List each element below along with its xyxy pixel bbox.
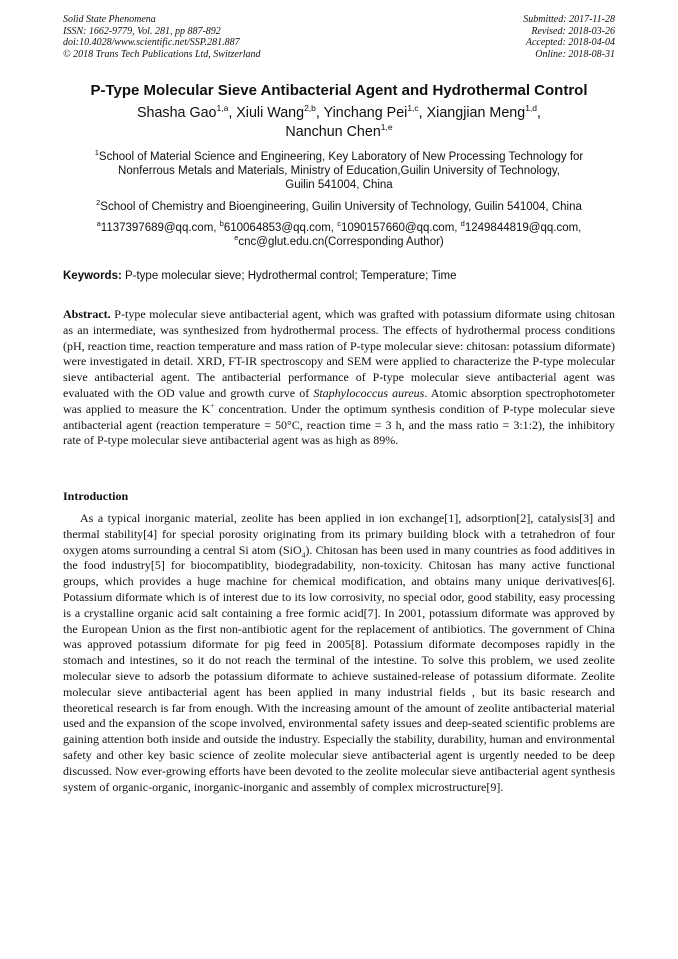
abstract bbox=[63, 307, 615, 449]
author-name: Xiangjian Meng bbox=[426, 105, 526, 121]
introduction-paragraph bbox=[63, 511, 615, 795]
author-name: Yinchang Pei bbox=[323, 105, 408, 121]
author-sup: 1,e bbox=[380, 122, 393, 133]
submitted-date: Submitted: 2017-11-28 bbox=[523, 14, 615, 25]
email: cnc@glut.edu.cn(Corresponding Author) bbox=[238, 236, 444, 248]
affiliation-1 bbox=[40, 150, 638, 192]
journal-name: Solid State Phenomena bbox=[63, 14, 156, 25]
author-emails bbox=[40, 221, 638, 249]
header-right bbox=[523, 14, 615, 60]
author-name: Shasha Gao bbox=[136, 105, 217, 121]
abstract-paragraph bbox=[63, 307, 615, 449]
email-sup: e bbox=[234, 233, 239, 243]
online-date: Online: 2018-08-31 bbox=[535, 48, 615, 60]
affiliation-sup: 2 bbox=[96, 198, 101, 208]
species-name: Staphylococcus aureus bbox=[313, 385, 425, 400]
email: 1090157660@qq.com, bbox=[340, 222, 461, 234]
author-name: Nanchun Chen bbox=[285, 124, 381, 140]
author-sup: 1,d bbox=[525, 103, 538, 114]
issn: ISSN: 1662-9779, Vol. 281, pp 887-892 bbox=[63, 25, 221, 37]
copyright: © 2018 Trans Tech Publications Ltd, Switzerland bbox=[63, 48, 261, 60]
email-sup: c bbox=[337, 219, 341, 229]
abstract-text: . Atomic absorption spectrophotometer was applied to measure the K bbox=[63, 385, 615, 416]
author-separator: , bbox=[418, 105, 427, 121]
header-left bbox=[63, 14, 261, 60]
email: 610064853@qq.com, bbox=[223, 222, 338, 234]
author-name: Xiuli Wang bbox=[236, 105, 305, 121]
author-sup: 1,a bbox=[216, 103, 229, 114]
author-sup: 1,c bbox=[407, 103, 419, 114]
introduction-body bbox=[63, 511, 615, 795]
doi: doi:10.4028/www.scientific.net/SSP.281.887 bbox=[63, 37, 240, 48]
section-heading-introduction: Introduction bbox=[63, 489, 129, 503]
keywords-label: Keywords: bbox=[63, 270, 122, 282]
author-separator: , bbox=[537, 105, 541, 121]
keywords-text: P-type molecular sieve; Hydrothermal control; Temperature; Time bbox=[121, 270, 457, 282]
intro-text: ). Chitosan has been used in many countries as food additives in the food industry[5] for biocompatiblity, biodegradability, non-toxicity. Chitosan has many active functional groups, which provides a huge machine for chemical modification, and obtains many unique derivatives[6]. Potassium diformate which is of interest due to its low corrosivity, no special odor, good stability, easy processing is a crystalline organic acid salt containing a free formic acid[7]. In 2001, potassium diformate was approved by the European Union as the first non-antibiotic agent for the replacement of antibiotics. The government of China was approved potassium diformate for pig feed in 2005[8]. Potassium diformate decomposes rapidly in the stomach and intestines, so it do not reach the terminal of the intestine. To solve this problem, we used zeolite molecular sieve to adsorb the potassium diformate to achieve sustained-release of potassium diformate. Zeolite molecular sieve antibacterial agent has been applied in many industrial fields , but its basic research and theoretical research is far from enough. With the increasing amount of the amount of zeolite antibacterial material used and the expansion of the scope involved, environmental safety issues and deep-seated scientific problems are gaining attention both inside and outside the industry. Especially the stability, durability, human and environmental safety and other key basic science of zeolite molecular sieve antibacterial agent is urgently needed to be deep discussed. Now ever-growing efforts have been devoted to the zeolite molecular sieve antibacterial agent synthesis system of organic-organic, inorganic-inorganic and assembly of complex microstructure[9]. bbox=[63, 542, 615, 794]
abstract-text: P-type molecular sieve antibacterial agent, which was grafted with potassium diformate using chitosan as an intermediate, was synthesized from hydrothermal process. The effects of hydrothermal process conditions (pH, reaction time, reaction temperature and mass ration of P-type molecular sieve: chitosan: potassium diformate) were investigated in detail. XRD, FT-IR spectroscopy and SEM were applied to characterize the P-type molecular sieve antibacterial agent. The antibacterial performance of P-type molecular sieve antibacterial agent was evaluated with the OD value and growth curve of bbox=[63, 307, 615, 400]
intro-text: As a typical inorganic material, zeolite has been applied in ion exchange[1], adsorption[2], catalysis[3] and thermal stability[4] for special porosity originating from its primary building block with a tetrahedron of four oxygen atoms surrounding a central Si atom (SiO bbox=[63, 511, 615, 557]
accepted-date: Accepted: 2018-04-04 bbox=[525, 37, 615, 48]
author-separator: , bbox=[228, 105, 237, 121]
revised-date: Revised: 2018-03-26 bbox=[531, 25, 615, 37]
email-sup: a bbox=[96, 219, 101, 229]
affiliation-line: School of Material Science and Engineering, Key Laboratory of New Processing Technology for bbox=[98, 151, 584, 163]
email: 1137397689@qq.com, bbox=[100, 222, 220, 234]
author-sup: 2,b bbox=[304, 103, 316, 114]
author-separator: , bbox=[315, 105, 324, 121]
affiliation-2 bbox=[40, 200, 638, 214]
affiliation-line: Nonferrous Metals and Materials, Ministry of Education,Guilin University of Technology, bbox=[118, 165, 560, 177]
email: 1249844819@qq.com, bbox=[464, 222, 582, 234]
paper-title: P-Type Molecular Sieve Antibacterial Agent and Hydrothermal Control bbox=[90, 82, 588, 99]
keywords bbox=[63, 270, 615, 282]
abstract-label: Abstract. bbox=[63, 307, 111, 321]
author-list bbox=[40, 104, 638, 142]
formula-subscript: 4 bbox=[301, 549, 306, 559]
affiliation-sup: 1 bbox=[94, 148, 99, 158]
ion-charge: + bbox=[210, 400, 215, 410]
email-sup: b bbox=[219, 219, 224, 229]
abstract-text: concentration. Under the optimum synthesis condition of P-type molecular sieve antibacterial agent (reaction temperature = 50°C, reaction time = 3 h, and the mass ratio = 3:1:2), the inhibitory rate of P-type molecular sieve antibacterial agent was as high as 89%. bbox=[63, 401, 616, 448]
affiliation-line: Guilin 541004, China bbox=[285, 179, 393, 191]
affiliation-line: School of Chemistry and Bioengineering, Guilin University of Technology, Guilin 541004, China bbox=[100, 201, 582, 213]
email-sup: d bbox=[460, 219, 465, 229]
